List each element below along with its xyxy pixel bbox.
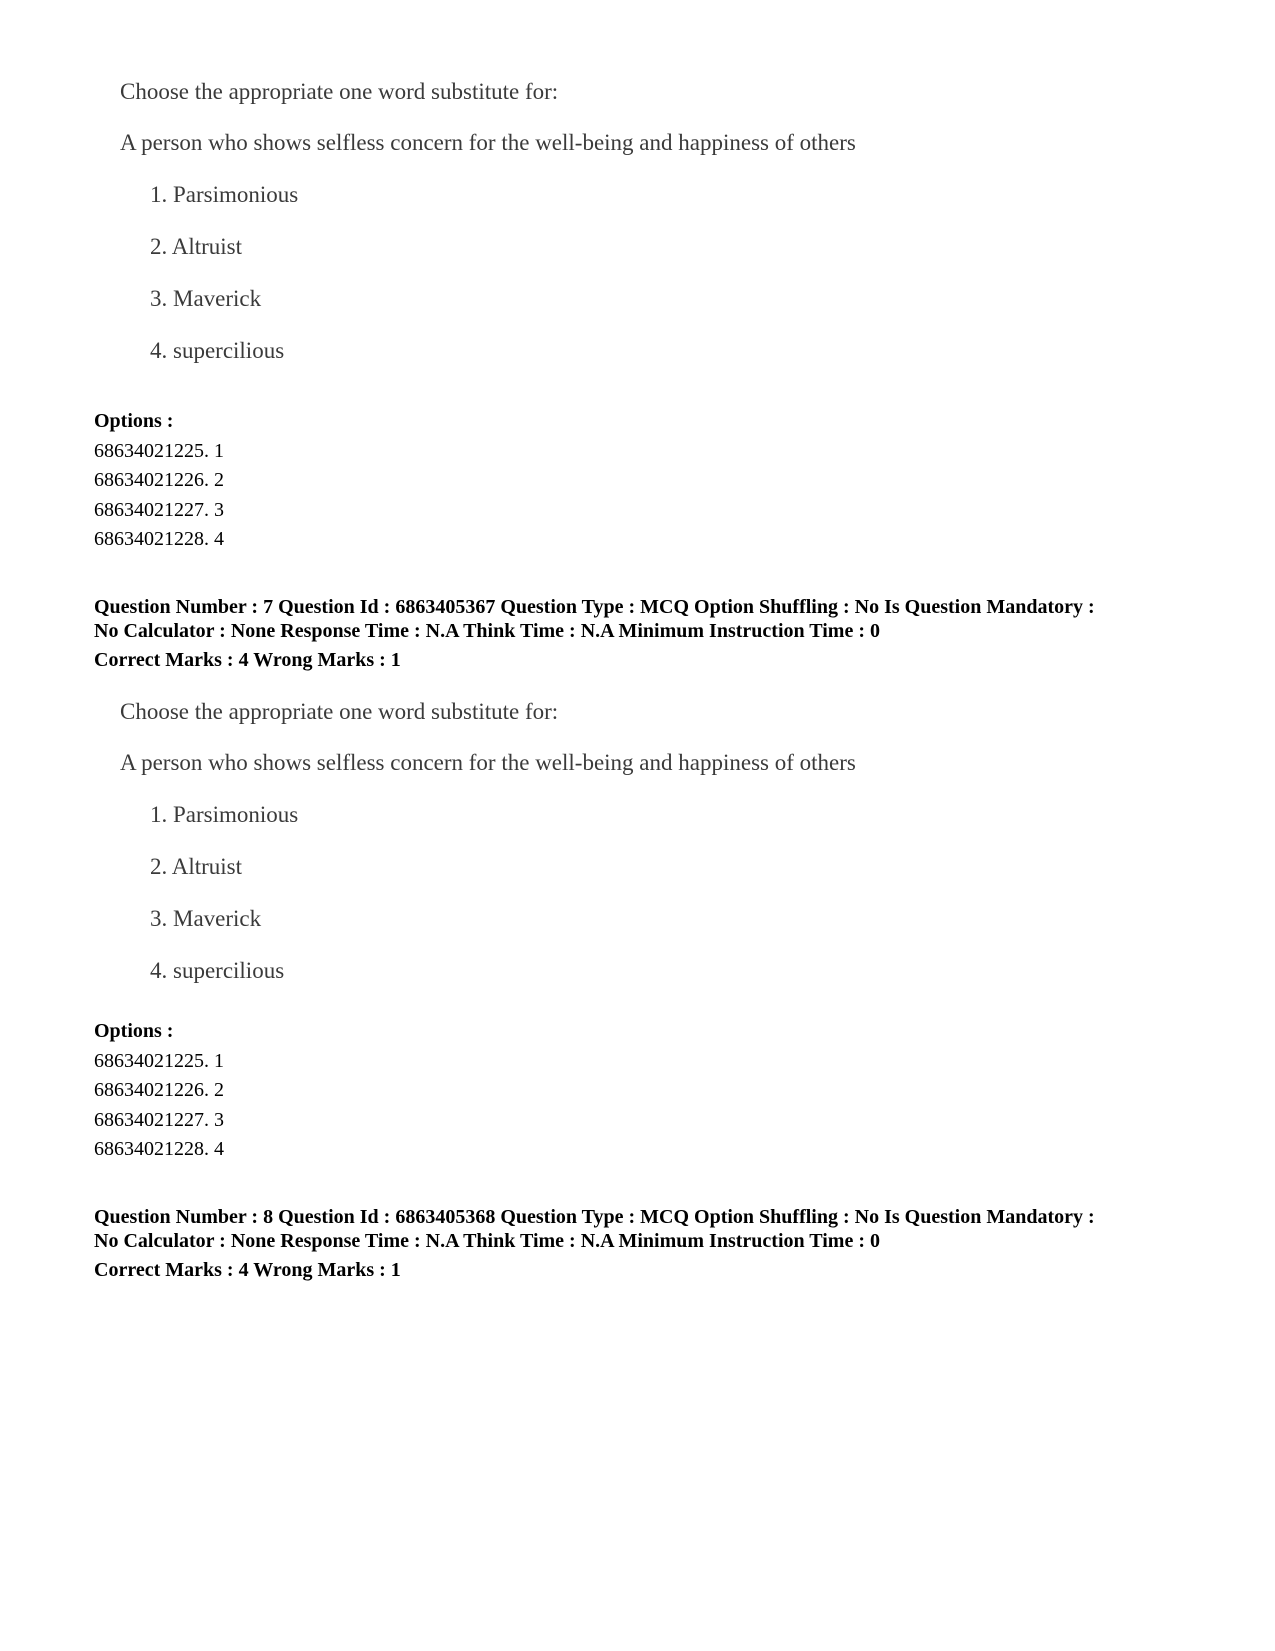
question-meta-line: Question Number : 8 Question Id : 6863405368 Question Type : MCQ Option Shuffling : No Is Question Mandatory : (94, 1206, 1095, 1228)
option-item: 68634021227. 3 (94, 498, 224, 521)
question-marks: Correct Marks : 4 Wrong Marks : 1 (94, 649, 401, 671)
question-choice: 4. supercilious (150, 338, 285, 363)
question-instruction: Choose the appropriate one word substitute for: (120, 79, 559, 104)
option-item: 68634021228. 4 (94, 528, 224, 550)
options-list (94, 1017, 224, 1165)
question-marks: Correct Marks : 4 Wrong Marks : 1 (94, 1259, 401, 1281)
question-choice: 2. Altruist (150, 234, 243, 259)
question-meta-line: No Calculator : None Response Time : N.A Think Time : N.A Minimum Instruction Time : 0 (94, 1230, 880, 1252)
options-label: Options : (94, 410, 174, 432)
question-choice: 1. Parsimonious (150, 182, 299, 207)
question-choice: 3. Maverick (150, 906, 262, 931)
question-instruction: Choose the appropriate one word substitute for: (120, 699, 559, 724)
question-prompt: A person who shows selfless concern for the well-being and happiness of others (120, 750, 856, 775)
option-item: 68634021225. 1 (94, 1049, 224, 1072)
question-choice: 4. supercilious (150, 958, 285, 983)
option-item: 68634021226. 2 (94, 1079, 224, 1101)
options-list (94, 407, 224, 555)
question-choice: 3. Maverick (150, 286, 262, 311)
question-prompt: A person who shows selfless concern for the well-being and happiness of others (120, 130, 856, 155)
question-choice: 2. Altruist (150, 854, 243, 879)
question-meta (94, 595, 1214, 672)
question-meta-line: No Calculator : None Response Time : N.A Think Time : N.A Minimum Instruction Time : 0 (94, 620, 880, 642)
question-meta-line: Question Number : 7 Question Id : 6863405367 Question Type : MCQ Option Shuffling : No Is Question Mandatory : (94, 596, 1095, 618)
option-item: 68634021228. 4 (94, 1138, 224, 1160)
options-label: Options : (94, 1020, 174, 1042)
option-item: 68634021226. 2 (94, 469, 224, 491)
option-item: 68634021227. 3 (94, 1108, 224, 1131)
option-item: 68634021225. 1 (94, 439, 224, 462)
question-meta (94, 1205, 1214, 1282)
question-choice: 1. Parsimonious (150, 802, 299, 827)
